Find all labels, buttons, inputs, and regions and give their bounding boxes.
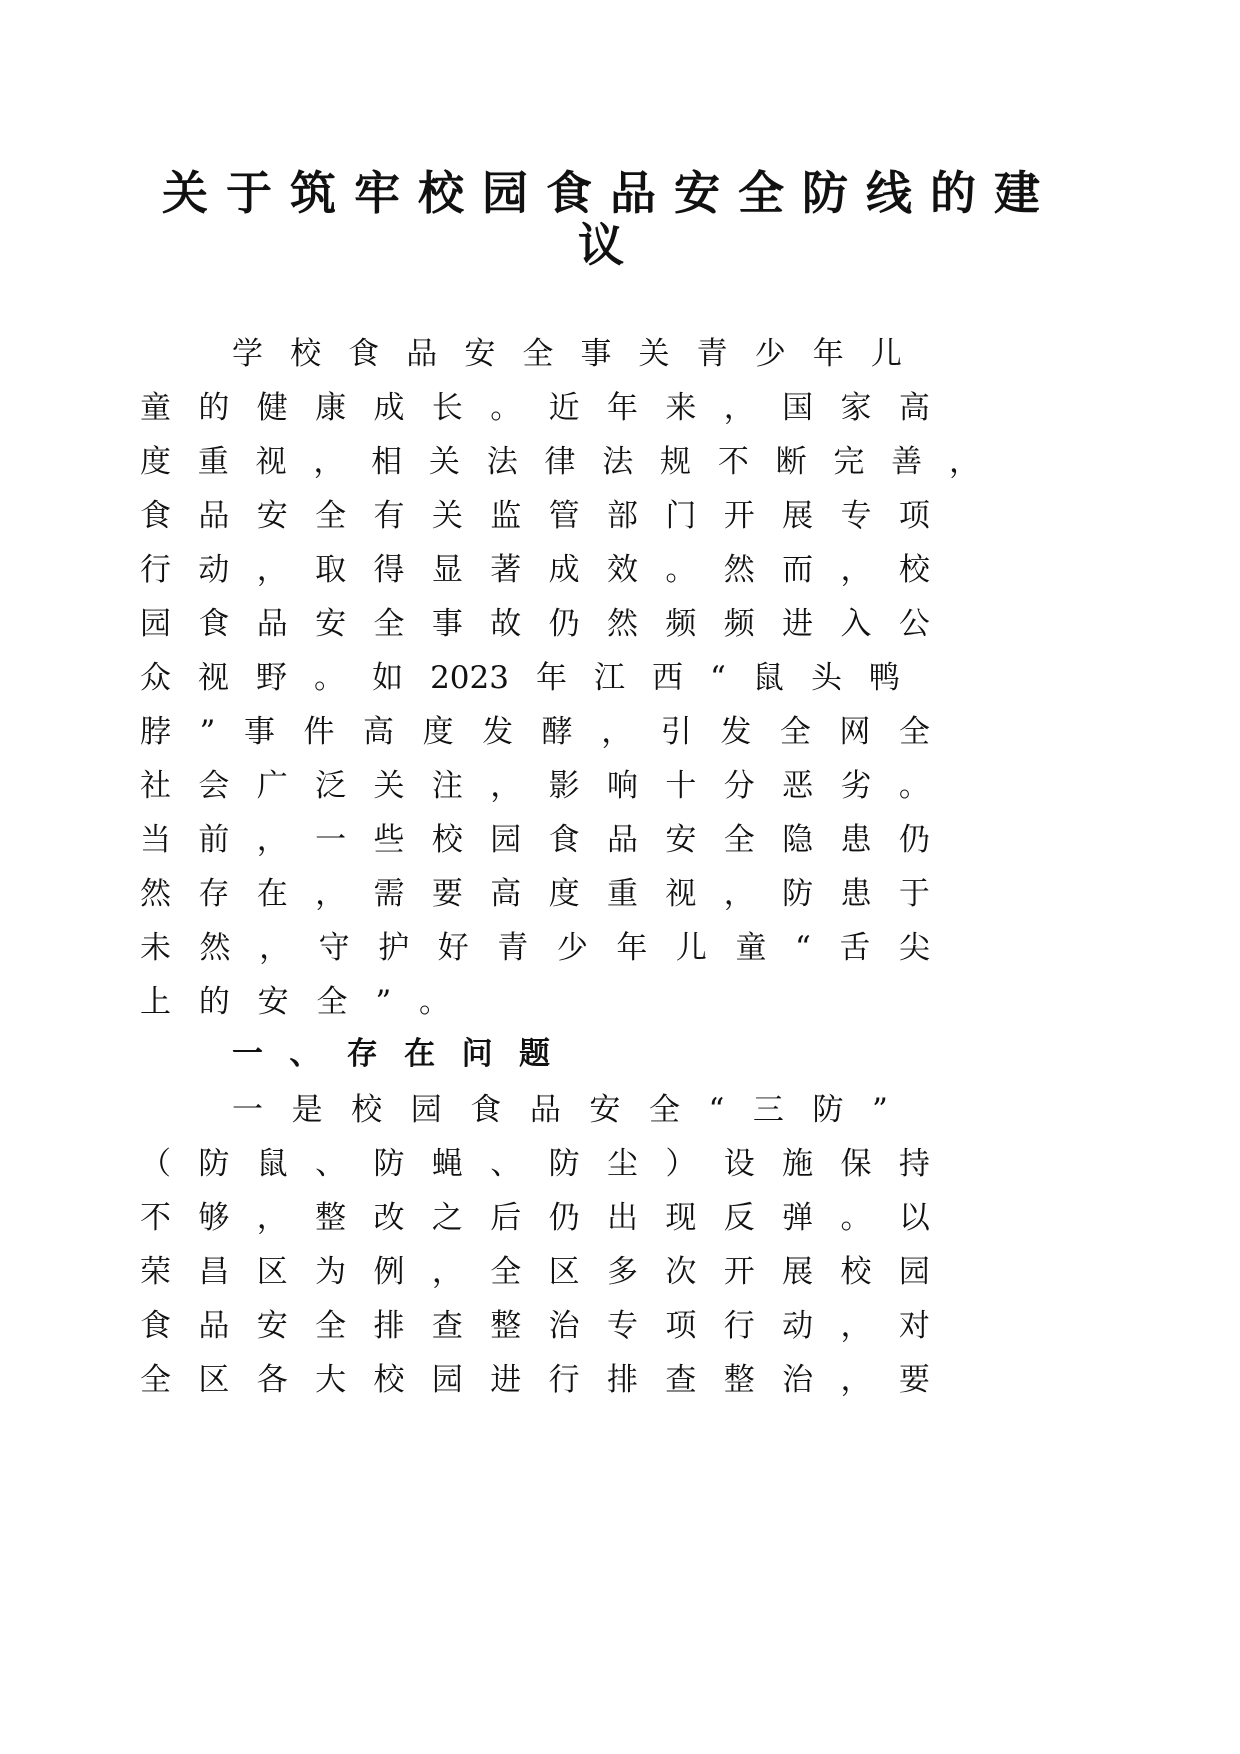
glyph: 康 (315, 389, 347, 426)
glyph: 安 (665, 821, 697, 858)
glyph: 、 (289, 1035, 321, 1072)
glyph: 善 (891, 443, 923, 480)
glyph: 西 (652, 659, 684, 696)
glyph: 童 (735, 929, 767, 966)
glyph: 当 (140, 821, 171, 858)
glyph: 来 (665, 389, 697, 426)
glyph: 题 (518, 1035, 550, 1072)
glyph: 律 (544, 443, 576, 480)
body-line (140, 820, 930, 860)
glyph: 、 (490, 1145, 522, 1182)
glyph: 区 (198, 1361, 230, 1398)
glyph: 。 (665, 551, 697, 588)
body-line (232, 1090, 888, 1130)
glyph: 后 (490, 1199, 522, 1236)
glyph: 童 (140, 389, 171, 426)
glyph: 规 (660, 443, 692, 480)
glyph: 显 (431, 551, 463, 588)
body-line (140, 658, 900, 698)
glyph: ” (375, 983, 392, 1020)
glyph: 发 (482, 713, 514, 750)
glyph: ， (256, 821, 288, 858)
glyph: 门 (665, 497, 697, 534)
glyph: 品 (198, 1307, 230, 1344)
glyph: 之 (431, 1199, 463, 1236)
glyph: 野 (256, 659, 288, 696)
glyph: 重 (607, 875, 638, 912)
glyph: 效 (607, 551, 638, 588)
glyph: 品 (256, 605, 288, 642)
glyph: 公 (898, 605, 930, 642)
glyph: 国 (782, 389, 814, 426)
glyph: 不 (140, 1199, 171, 1236)
glyph: 视 (665, 875, 697, 912)
glyph: 然 (607, 605, 638, 642)
glyph: 学 (232, 335, 263, 372)
glyph: 食 (198, 605, 230, 642)
glyph: ， (256, 1199, 288, 1236)
glyph: 隐 (782, 821, 814, 858)
glyph: 园 (898, 1253, 930, 1290)
glyph: 部 (607, 497, 638, 534)
glyph: 要 (431, 875, 463, 912)
glyph: 年 (812, 335, 844, 372)
glyph: 。 (840, 1199, 872, 1236)
glyph: 酵 (541, 713, 573, 750)
glyph: 园 (431, 1361, 463, 1398)
glyph: 成 (373, 389, 405, 426)
glyph: 在 (256, 875, 288, 912)
glyph: ， (840, 551, 872, 588)
glyph: 全 (315, 1307, 347, 1344)
glyph: 近 (548, 389, 580, 426)
glyph: 全 (315, 497, 347, 534)
glyph: ， (315, 875, 347, 912)
glyph: 仍 (898, 821, 930, 858)
glyph: 防 (198, 1145, 230, 1182)
body-line (140, 442, 980, 482)
glyph: 设 (723, 1145, 755, 1182)
glyph: 相 (371, 443, 403, 480)
glyph: 分 (723, 767, 755, 804)
glyph: 整 (315, 1199, 347, 1236)
glyph: 上 (140, 983, 171, 1020)
glyph: “ (708, 1091, 725, 1128)
glyph: ， (723, 875, 755, 912)
glyph: 全 (316, 983, 348, 1020)
glyph: 全 (373, 605, 405, 642)
glyph: 十 (665, 767, 697, 804)
document-title-line-2: 议 (578, 218, 642, 272)
glyph: 展 (782, 1253, 814, 1290)
glyph: 校 (431, 821, 463, 858)
glyph: 多 (607, 1253, 638, 1290)
glyph: ， (840, 1361, 872, 1398)
section-heading (232, 1034, 550, 1074)
glyph: 频 (665, 605, 697, 642)
glyph: 全 (898, 713, 930, 750)
glyph: 管 (548, 497, 580, 534)
glyph: 鼠 (752, 659, 784, 696)
glyph: 家 (840, 389, 872, 426)
glyph: ） (665, 1145, 697, 1182)
glyph: 全 (490, 1253, 522, 1290)
glyph: 三 (752, 1091, 784, 1128)
body-line (140, 496, 930, 536)
glyph: 品 (198, 497, 230, 534)
glyph: 安 (315, 605, 347, 642)
glyph: 食 (348, 335, 380, 372)
glyph: 事 (243, 713, 275, 750)
glyph: 频 (723, 605, 755, 642)
glyph: 响 (607, 767, 638, 804)
glyph: 会 (198, 767, 230, 804)
glyph: 些 (373, 821, 405, 858)
body-line (140, 1252, 930, 1292)
glyph: 展 (782, 497, 814, 534)
glyph: 患 (840, 821, 872, 858)
glyph: 动 (782, 1307, 814, 1344)
glyph: 劣 (840, 767, 872, 804)
glyph: 治 (548, 1307, 580, 1344)
glyph: 法 (602, 443, 634, 480)
body-line (140, 1198, 930, 1238)
glyph: 的 (198, 389, 230, 426)
glyph: ， (259, 929, 291, 966)
glyph: 食 (548, 821, 580, 858)
glyph: 少 (556, 929, 588, 966)
glyph: 治 (782, 1361, 814, 1398)
glyph: 于 (898, 875, 930, 912)
glyph: 行 (140, 551, 171, 588)
glyph: 校 (290, 335, 322, 372)
glyph: 护 (378, 929, 410, 966)
glyph: 进 (490, 1361, 522, 1398)
glyph: 度 (548, 875, 580, 912)
glyph: 安 (257, 983, 289, 1020)
glyph: 项 (665, 1307, 697, 1344)
glyph: 一 (232, 1091, 263, 1128)
glyph: 。 (898, 767, 930, 804)
glyph: 施 (782, 1145, 814, 1182)
glyph: 需 (373, 875, 405, 912)
glyph: 排 (607, 1361, 638, 1398)
glyph: ， (313, 443, 345, 480)
glyph: 整 (723, 1361, 755, 1398)
glyph: 影 (548, 767, 580, 804)
glyph: 视 (198, 659, 230, 696)
glyph: 如 (372, 659, 404, 696)
glyph: 对 (898, 1307, 930, 1344)
glyph: 江 (594, 659, 626, 696)
glyph: 故 (490, 605, 522, 642)
body-line (232, 334, 902, 374)
glyph: 仍 (548, 1199, 580, 1236)
glyph: ” (199, 713, 216, 750)
glyph: 荣 (140, 1253, 171, 1290)
glyph: 开 (723, 497, 755, 534)
glyph: 动 (198, 551, 230, 588)
glyph: 青 (497, 929, 529, 966)
glyph: 持 (898, 1145, 930, 1182)
glyph: 区 (256, 1253, 288, 1290)
glyph: 。 (490, 389, 522, 426)
glyph: 存 (198, 875, 230, 912)
glyph: 前 (198, 821, 230, 858)
glyph: 开 (723, 1253, 755, 1290)
glyph: 食 (140, 497, 171, 534)
body-line (140, 766, 930, 806)
glyph: 儿 (675, 929, 707, 966)
glyph: 取 (315, 551, 347, 588)
glyph: 关 (638, 335, 670, 372)
glyph: 校 (373, 1361, 405, 1398)
glyph: 保 (840, 1145, 872, 1182)
glyph: 全 (779, 713, 811, 750)
glyph: 全 (522, 335, 554, 372)
glyph: 尘 (607, 1145, 638, 1182)
glyph: 而 (782, 551, 814, 588)
glyph: 守 (318, 929, 350, 966)
glyph: 少 (754, 335, 786, 372)
glyph: 全 (648, 1091, 680, 1128)
glyph: 头 (810, 659, 842, 696)
glyph: 高 (898, 389, 930, 426)
glyph: 不 (717, 443, 749, 480)
glyph: 防 (548, 1145, 580, 1182)
glyph: 弹 (782, 1199, 814, 1236)
glyph: 广 (256, 767, 288, 804)
glyph: 鼠 (256, 1145, 288, 1182)
document-title-line-1: 关于筑牢校园食品安全防线的建 (162, 166, 1058, 220)
body-line (140, 388, 930, 428)
body-line (140, 604, 930, 644)
glyph: 园 (410, 1091, 442, 1128)
glyph: 2023 (430, 659, 509, 696)
glyph: 专 (840, 497, 872, 534)
body-line (140, 1306, 930, 1346)
glyph: 在 (404, 1035, 436, 1072)
body-line (140, 712, 930, 752)
glyph: 众 (140, 659, 171, 696)
glyph: 的 (198, 983, 230, 1020)
glyph: 问 (461, 1035, 493, 1072)
glyph: ， (490, 767, 522, 804)
glyph: ， (723, 389, 755, 426)
glyph: 引 (660, 713, 692, 750)
glyph: 健 (256, 389, 288, 426)
glyph: 件 (303, 713, 335, 750)
glyph: 例 (373, 1253, 405, 1290)
glyph: 反 (723, 1199, 755, 1236)
glyph: 项 (898, 497, 930, 534)
glyph: ， (601, 713, 633, 750)
glyph: 注 (431, 767, 463, 804)
glyph: 青 (696, 335, 728, 372)
glyph: 度 (422, 713, 454, 750)
glyph: 一 (315, 821, 347, 858)
glyph: 全 (140, 1361, 171, 1398)
glyph: 够 (198, 1199, 230, 1236)
glyph: 患 (840, 875, 872, 912)
glyph: ， (256, 551, 288, 588)
glyph: 仍 (548, 605, 580, 642)
glyph: 全 (723, 821, 755, 858)
glyph: 校 (351, 1091, 383, 1128)
glyph: 度 (140, 443, 171, 480)
glyph: 恶 (782, 767, 814, 804)
glyph: 蝇 (431, 1145, 463, 1182)
body-line (140, 1144, 930, 1184)
glyph: 好 (437, 929, 469, 966)
glyph: 次 (665, 1253, 697, 1290)
body-line (140, 550, 930, 590)
glyph: 安 (256, 497, 288, 534)
glyph: 年 (607, 389, 638, 426)
glyph: 事 (431, 605, 463, 642)
glyph: 然 (199, 929, 231, 966)
glyph: 是 (291, 1091, 323, 1128)
glyph: 鸭 (868, 659, 900, 696)
glyph: 校 (898, 551, 930, 588)
glyph: “ (795, 929, 811, 966)
glyph: 各 (256, 1361, 288, 1398)
body-line (140, 982, 450, 1022)
glyph: 防 (782, 875, 814, 912)
glyph: ， (840, 1307, 872, 1344)
glyph: 改 (373, 1199, 405, 1236)
glyph: 网 (839, 713, 871, 750)
body-line (140, 1360, 930, 1400)
glyph: 园 (490, 821, 522, 858)
glyph: 行 (723, 1307, 755, 1344)
glyph: 事 (580, 335, 612, 372)
glyph: 一 (232, 1035, 263, 1072)
glyph: （ (140, 1145, 171, 1182)
glyph: 舌 (839, 929, 871, 966)
glyph: 年 (536, 659, 567, 696)
glyph: 高 (363, 713, 395, 750)
glyph: 儿 (870, 335, 902, 372)
glyph: 品 (406, 335, 438, 372)
glyph: 关 (431, 497, 463, 534)
glyph: 然 (140, 875, 171, 912)
glyph: 然 (723, 551, 755, 588)
glyph: 品 (607, 821, 638, 858)
glyph: 排 (373, 1307, 405, 1344)
glyph: 。 (314, 659, 346, 696)
glyph: 园 (140, 605, 171, 642)
glyph: 未 (140, 929, 171, 966)
glyph: 大 (315, 1361, 347, 1398)
glyph: 整 (490, 1307, 522, 1344)
glyph: 要 (898, 1361, 930, 1398)
glyph: 完 (833, 443, 865, 480)
glyph: 安 (464, 335, 496, 372)
glyph: 进 (782, 605, 814, 642)
glyph: 社 (140, 767, 171, 804)
glyph: 监 (490, 497, 522, 534)
glyph: 脖 (140, 713, 171, 750)
glyph: 出 (607, 1199, 638, 1236)
glyph: 查 (431, 1307, 463, 1344)
glyph: 防 (373, 1145, 405, 1182)
glyph: 现 (665, 1199, 697, 1236)
glyph: 年 (616, 929, 648, 966)
glyph: 行 (548, 1361, 580, 1398)
glyph: 尖 (898, 929, 930, 966)
glyph: 校 (840, 1253, 872, 1290)
glyph: ， (431, 1253, 463, 1290)
glyph: 入 (840, 605, 872, 642)
glyph: 食 (470, 1091, 502, 1128)
glyph: 。 (419, 983, 450, 1020)
glyph: 存 (346, 1035, 378, 1072)
glyph: 关 (373, 767, 405, 804)
body-line (140, 874, 930, 914)
glyph: 安 (256, 1307, 288, 1344)
glyph: 视 (255, 443, 287, 480)
glyph: 专 (607, 1307, 638, 1344)
glyph: ， (948, 443, 980, 480)
glyph: 泛 (315, 767, 347, 804)
glyph: 以 (898, 1199, 930, 1236)
glyph: 重 (197, 443, 229, 480)
glyph: 安 (589, 1091, 621, 1128)
glyph: ” (872, 1091, 888, 1128)
glyph: 食 (140, 1307, 171, 1344)
glyph: 断 (775, 443, 807, 480)
glyph: 查 (665, 1361, 697, 1398)
glyph: 法 (486, 443, 518, 480)
glyph: 为 (315, 1253, 347, 1290)
glyph: 防 (812, 1091, 844, 1128)
glyph: 发 (720, 713, 752, 750)
glyph: 、 (315, 1145, 347, 1182)
glyph: 著 (490, 551, 522, 588)
glyph: 区 (548, 1253, 580, 1290)
glyph: 关 (428, 443, 460, 480)
body-line (140, 928, 930, 968)
glyph: 有 (373, 497, 405, 534)
glyph: 成 (548, 551, 580, 588)
glyph: 高 (490, 875, 522, 912)
glyph: 得 (373, 551, 405, 588)
glyph: 昌 (198, 1253, 230, 1290)
glyph: 品 (529, 1091, 561, 1128)
glyph: 长 (431, 389, 463, 426)
glyph: “ (710, 659, 726, 696)
